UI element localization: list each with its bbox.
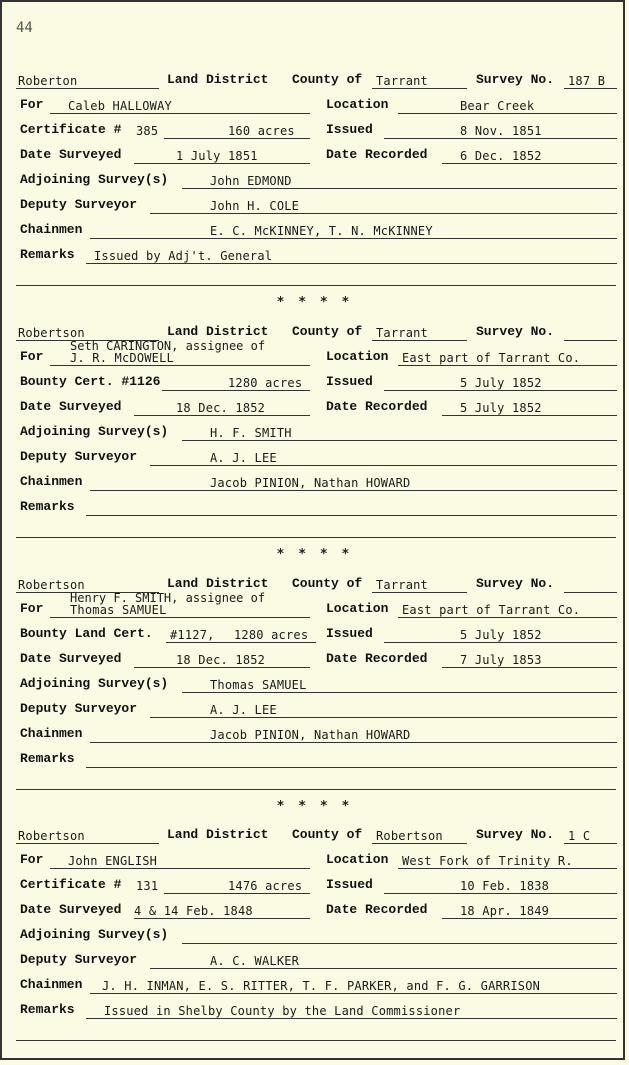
land-district-label: Land District [167,827,269,842]
date-surveyed-value: 18 Dec. 1852 [176,401,266,415]
land-district-label: Land District [167,324,269,339]
county-value: Tarrant [376,578,428,592]
record-row [2,170,627,192]
district-value: Robertson [18,578,85,592]
deputy-label: Deputy Surveyor [20,952,138,967]
adjoining-label: Adjoining Survey(s) [20,927,169,942]
remarks-continuation-line [16,537,616,538]
location-label: Location [326,852,389,867]
location-value: Bear Creek [460,99,535,113]
separator-stars: * * * * [276,547,353,562]
date-recorded-value: 7 July 1853 [460,653,542,667]
remarks-label: Remarks [20,247,75,262]
county-of-label: County of [292,576,363,591]
record-row [2,950,627,972]
remarks-continuation-line [16,285,616,286]
deputy-label: Deputy Surveyor [20,701,138,716]
location-label: Location [326,97,389,112]
for-value: John ENGLISH [68,854,158,868]
survey-record [2,825,627,1065]
land-district-label: Land District [167,576,269,591]
remarks-label: Remarks [20,499,75,514]
survey-no-label: Survey No. [476,72,555,87]
issued-value: 5 July 1852 [460,376,542,390]
certificate-label: Bounty Land Cert. [20,626,153,641]
date-surveyed-label: Date Surveyed [20,651,122,666]
for-label: For [20,349,44,364]
adjoining-label: Adjoining Survey(s) [20,424,169,439]
survey-no-line [564,324,617,341]
record-row [2,339,627,369]
chainmen-label: Chainmen [20,726,83,741]
location-value: East part of Tarrant Co. [402,603,581,617]
chainmen-value: E. C. McKINNEY, T. N. McKINNEY [210,224,433,238]
survey-no-label: Survey No. [476,324,555,339]
chainmen-value: J. H. INMAN, E. S. RITTER, T. F. PARKER, and F. G. GARRISON [102,979,541,993]
district-value: Roberton [18,74,78,88]
date-recorded-value: 6 Dec. 1852 [460,149,542,163]
certificate-label: Certificate # [20,877,122,892]
remarks-value: Issued by Adj't. General [94,249,273,263]
record-row [2,1000,627,1022]
record-row [2,447,627,469]
county-of-label: County of [292,827,363,842]
survey-record [2,574,627,814]
location-label: Location [326,349,389,364]
acres-value: 160 acres [228,124,295,138]
record-row [2,120,627,142]
date-surveyed-label: Date Surveyed [20,399,122,414]
record-row [2,372,627,394]
record-row [2,422,627,444]
acres-value: 1476 acres [228,879,303,893]
deputy-value: A. J. LEE [210,703,277,717]
record-row [2,472,627,494]
record-row [2,724,627,746]
survey-no-value: 1 C [568,829,591,843]
deputy-label: Deputy Surveyor [20,197,138,212]
record-row [2,220,627,242]
for-value: Caleb HALLOWAY [68,99,172,113]
district-value: Robertson [18,326,85,340]
remarks-label: Remarks [20,1002,75,1017]
issued-label: Issued [326,877,373,892]
location-label: Location [326,601,389,616]
date-surveyed-label: Date Surveyed [20,902,122,917]
remarks-line [86,751,617,768]
deputy-value: A. C. WALKER [210,954,300,968]
issued-label: Issued [326,122,373,137]
record-row [2,649,627,671]
record-row [2,699,627,721]
adjoining-label: Adjoining Survey(s) [20,676,169,691]
record-row [2,850,627,872]
page-number: 44 [16,20,33,36]
for-value: J. R. McDOWELL [70,351,174,365]
separator-stars: * * * * [276,799,353,814]
land-district-label: Land District [167,72,269,87]
date-recorded-label: Date Recorded [326,399,428,414]
record-row [2,397,627,419]
remarks-value: Issued in Shelby County by the Land Commissioner [104,1004,461,1018]
county-value: Tarrant [376,326,428,340]
county-of-label: County of [292,72,363,87]
for-label: For [20,852,44,867]
county-of-label: County of [292,324,363,339]
acres-value: 1280 acres [228,376,303,390]
issued-value: 8 Nov. 1851 [460,124,542,138]
survey-no-value: 187 B [568,74,606,88]
record-row [2,900,627,922]
chainmen-label: Chainmen [20,977,83,992]
adjoining-value: H. F. SMITH [210,426,292,440]
date-surveyed-value: 18 Dec. 1852 [176,653,266,667]
chainmen-label: Chainmen [20,222,83,237]
certificate-number: #1127, [170,628,215,642]
certificate-number: 131 [136,879,159,893]
for-label: For [20,601,44,616]
deputy-value: A. J. LEE [210,451,277,465]
record-row [2,925,627,947]
certificate-number: 385 [136,124,159,138]
record-row [2,749,627,771]
record-row [2,825,627,847]
date-surveyed-value: 1 July 1851 [176,149,258,163]
adjoining-value: John EDMOND [210,174,292,188]
for-value-line1: Seth CARINGTON, assignee of [70,339,266,353]
issued-label: Issued [326,374,373,389]
deputy-value: John H. COLE [210,199,300,213]
record-row [2,195,627,217]
for-value-line1: Henry F. SMITH, assignee of [70,591,266,605]
survey-no-label: Survey No. [476,576,555,591]
record-row [2,975,627,997]
record-row [2,497,627,519]
record-row [2,875,627,897]
chainmen-value: Jacob PINION, Nathan HOWARD [210,728,411,742]
date-surveyed-value: 4 & 14 Feb. 1848 [134,904,253,918]
record-row [2,245,627,267]
adjoining-line [182,927,617,944]
record-row [2,624,627,646]
survey-record [2,322,627,562]
certificate-label: Bounty Cert. #1126 [20,374,161,389]
date-recorded-value: 18 Apr. 1849 [460,904,550,918]
remarks-line [86,499,617,516]
remarks-continuation-line [16,1040,616,1041]
county-value: Tarrant [376,74,428,88]
chainmen-label: Chainmen [20,474,83,489]
record-row [2,70,627,92]
date-recorded-label: Date Recorded [326,651,428,666]
for-value: Thomas SAMUEL [70,603,167,617]
acres-value: 1280 acres [234,628,309,642]
location-value: East part of Tarrant Co. [402,351,581,365]
date-recorded-label: Date Recorded [326,147,428,162]
survey-record [2,70,627,310]
record-row [2,674,627,696]
date-recorded-label: Date Recorded [326,902,428,917]
chainmen-value: Jacob PINION, Nathan HOWARD [210,476,411,490]
remarks-continuation-line [16,789,616,790]
issued-value: 10 Feb. 1838 [460,879,550,893]
deputy-label: Deputy Surveyor [20,449,138,464]
survey-no-line [564,576,617,593]
issued-value: 5 July 1852 [460,628,542,642]
date-recorded-value: 5 July 1852 [460,401,542,415]
survey-no-label: Survey No. [476,827,555,842]
remarks-label: Remarks [20,751,75,766]
district-value: Robertson [18,829,85,843]
location-value: West Fork of Trinity R. [402,854,573,868]
adjoining-value: Thomas SAMUEL [210,678,307,692]
record-row [2,591,627,621]
record-row [2,145,627,167]
certificate-label: Certificate # [20,122,122,137]
issued-label: Issued [326,626,373,641]
adjoining-label: Adjoining Survey(s) [20,172,169,187]
record-row [2,95,627,117]
county-value: Robertson [376,829,443,843]
date-surveyed-label: Date Surveyed [20,147,122,162]
for-label: For [20,97,44,112]
separator-stars: * * * * [276,295,353,310]
